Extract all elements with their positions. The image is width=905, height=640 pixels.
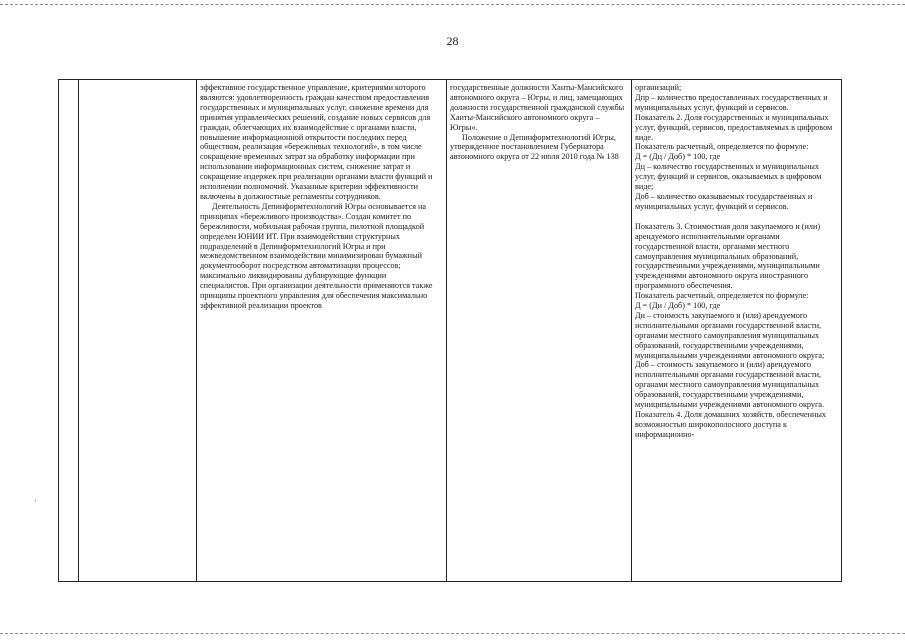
column-divider [196, 80, 197, 581]
table-border-left [58, 80, 59, 581]
paragraph: Дц – количество государственных и муниципальных услуг, функций и сервисов, оказываемых в цифровом виде; [635, 162, 822, 192]
table-border-right [841, 80, 842, 581]
paragraph: Показатель 2. Доля государственных и муниципальных услуг, функций, сервисов, предоставляемых в цифровом виде. [635, 112, 833, 142]
column-divider [78, 80, 79, 581]
formula: Д = (Ди / Доб) * 100, где [635, 301, 721, 311]
paragraph: Показатель расчетный, определяется по формуле: [635, 291, 809, 301]
paragraph: организаций; [635, 83, 682, 92]
column-divider [631, 80, 632, 581]
paragraph: Положение о Депинформтехнологий Югры, утвержденное постановлением Губернатора автономного округа от 22 июля 2010 года № 138 [450, 132, 619, 162]
paragraph: Показатель 4. Доля домашних хозяйств, обеспеченных возможностью широкополосного доступа к информационно- [635, 410, 826, 439]
page-number: 28 [446, 34, 459, 48]
paragraph: Показатель 3. Стоимостная доля закупаемого и (или) арендуемого исполнительными органами государственной власти, органами местного самоуправления муниципальных образований, государственными учреждениями, муниципальными учреждениями автономного округа иностранного программного обеспечения. [635, 221, 821, 291]
paragraph: Дпр – количество предоставленных государственных и муниципальных услуг, функций и сервисов. [635, 92, 828, 112]
formula: Д = (Дц / Доб) * 100, где [635, 152, 721, 162]
cell-documents [450, 83, 625, 579]
paragraph: государственные должности Ханты-Мансийского автономного округа – Югры, и лиц, замещающих должности государственной гражданской службы Ханты-Мансийского автономного округа – Югры». [450, 83, 625, 132]
paragraph: Доб – стоимость закупаемого и (или) арендуемого исполнительными органами государственной власти, органами местного самоуправления муниципальных образований, государственными учреждениями, муниципальными учреждениями автономного округа. [635, 360, 825, 410]
scan-bottom-edge [0, 633, 905, 634]
paragraph: Доб – количество оказываемых государственных и муниципальных услуг, функций и сервисов. [635, 191, 813, 211]
column-divider [446, 80, 447, 581]
paragraph: Деятельность Депинформтехнологий Югры основывается на принципах «бережливого производства». Создан комитет по бережливости, мобильная рабочая группа, пилотной площадкой определен ЮНИИ ИТ. При взаимодействии структурных подразделений в Депинформтехнологий Югры и при межведомственном взаимодействии минимизирован бумажный документооборот посредством автоматизации процессов; максимально ликвидированы дублирующие функции специалистов. При организации деятельности применяются также принципы проектного управления для обеспечения максимально эффективной реализации проектов [200, 201, 433, 310]
scan-speck: · [34, 496, 37, 506]
cell-criteria [200, 83, 438, 579]
paragraph: эффективное государственное управление, критериями которого являются: удовлетворенность граждан качеством предоставления государственных и муниципальных услуг, снижение времени для принятия управленческих решений, создание новых сервисов для граждан, облегчающих их взаимодействие с органами власти, повышение информационной открытости последних перед обществом, реализация «бережливых технологий», в том числе сокращение временных затрат на обработку информации при использовании информационных систем, снижение затрат и сокращение издержек при реализации органами власти функций и исполнении полномочий. Указанные критерии эффективности включены в должностные регламенты сотрудников. [200, 83, 433, 201]
paragraph: Ди – стоимость закупаемого и (или) арендуемого исполнительными органами государственной власти, органами местного самоуправления муниципальных образований, государственными учреждениями, муниципальными учреждениями автономного округа; [635, 310, 825, 360]
document-table [58, 79, 842, 582]
paragraph: Показатель расчетный, определяется по формуле: [635, 142, 809, 152]
scan-top-edge [0, 4, 905, 5]
cell-indicators [635, 83, 837, 579]
